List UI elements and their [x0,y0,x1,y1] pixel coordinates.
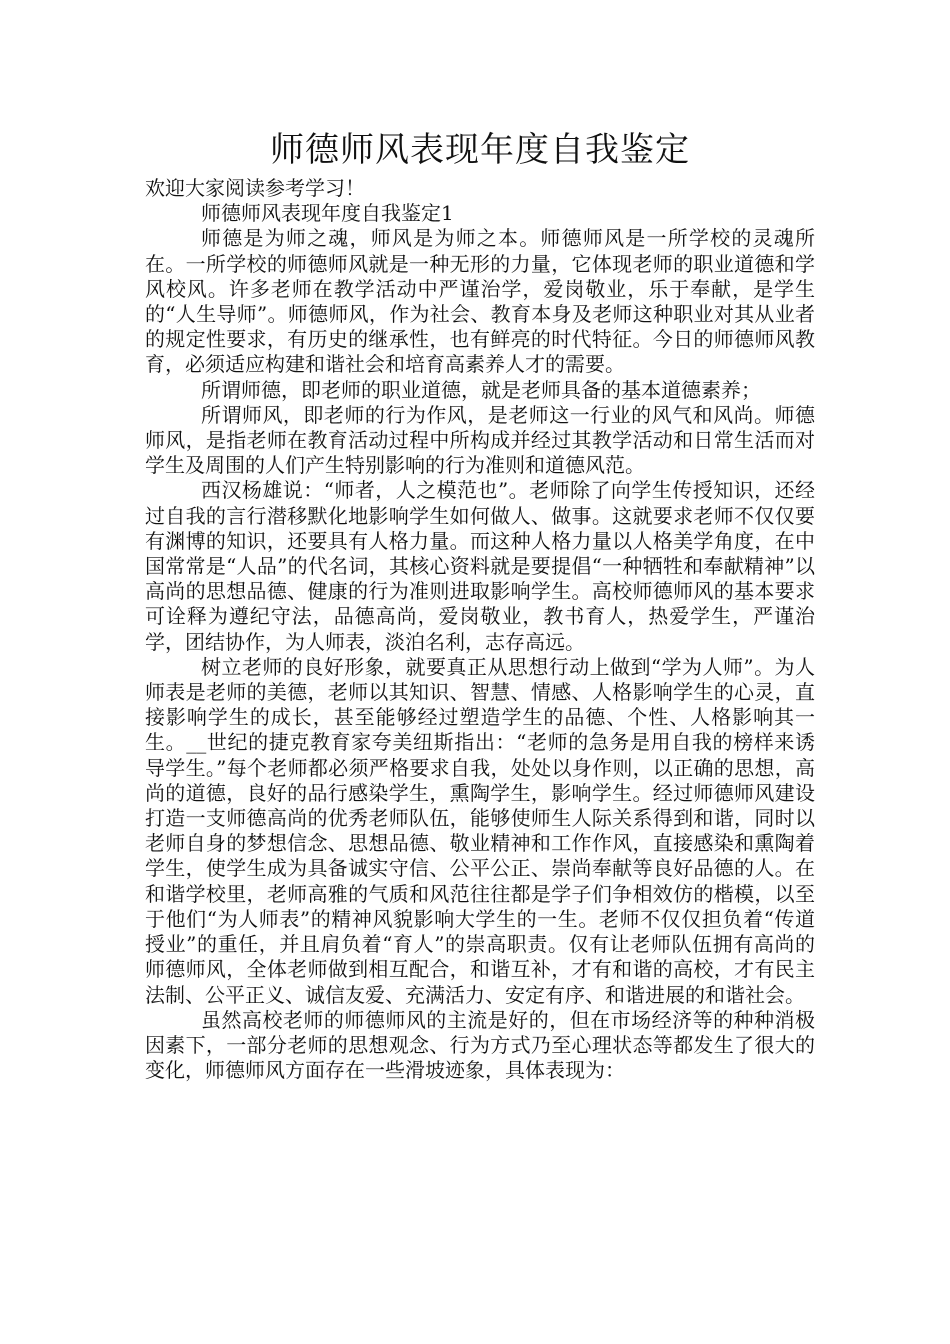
document-page [145,124,815,1083]
paragraph-1: 师德是为师之魂，师风是为师之本。师德师风是一所学校的灵魂所在。一所学校的师德师风就是一种无形的力量，它体现老师的职业道德和学风校风。许多老师在教学活动中严谨治学，爱岗敬业，乐于奉献，是学生的“人生导师”。师德师风，作为社会、教育本身及老师这种职业对其从业者的规定性要求，有历史的继承性，也有鲜亮的时代特征。今日的师德师风教育，必须适应构建和谐社会和培育高素养人才的需要。 [145,226,815,377]
paragraph-4: 西汉杨雄说：“师者，人之模范也”。老师除了向学生传授知识，还经过自我的言行潜移默化地影响学生如何做人、做事。这就要求老师不仅仅要有渊博的知识，还要具有人格力量。而这种人格力量以人格美学角度，在中国常常是“人品”的代名词，其核心资料就是要提倡“一种牺牲和奉献精神”以高尚的思想品德、健康的行为准则进取影响学生。高校师德师风的基本要求可诠释为遵纪守法，品德高尚，爱岗敬业，教书育人，热爱学生，严谨治学，团结协作，为人师表，淡泊名利，志存高远。 [145,478,815,654]
paragraph-2: 所谓师德，即老师的职业道德，就是老师具备的基本道德素养； [201,377,761,402]
paragraph-6: 虽然高校老师的师德师风的主流是好的，但在市场经济等的种种消极因素下，一部分老师的思想观念、行为方式乃至心理状态等都发生了很大的变化，师德师风方面存在一些滑坡迹象，具体表现为： [145,1007,815,1083]
paragraph-5: 树立老师的良好形象，就要真正从思想行动上做到“学为人师”。为人师表是老师的美德，老师以其知识、智慧、情感、人格影响学生的心灵，直接影响学生的成长，甚至能够经过塑造学生的品德、个性、人格影响其一生。__世纪的捷克教育家夸美纽斯指出：“老师的急务是用自我的榜样来诱导学生。”每个老师都必须严格要求自我，处处以身作则，以正确的思想，高尚的道德，良好的品行感染学生，熏陶学生，影响学生。经过师德师风建设打造一支师德高尚的优秀老师队伍，能够使师生人际关系得到和谐，同时以老师自身的梦想信念、思想品德、敬业精神和工作作风，直接感染和熏陶着学生，使学生成为具备诚实守信、公平公正、崇尚奉献等良好品德的人。在和谐学校里，老师高雅的气质和风范往往都是学子们争相效仿的楷模，以至于他们“为人师表”的精神风貌影响大学生的一生。老师不仅仅担负着“传道授业”的重任，并且肩负着“育人”的崇高职责。仅有让老师队伍拥有高尚的师德师风，全体老师做到相互配合，和谐互补，才有和谐的高校，才有民主法制、公平正义、诚信友爱、充满活力、安定有序、和谐进展的和谐社会。 [145,654,815,1007]
paragraph-3: 所谓师风，即老师的行为作风，是老师这一行业的风气和风尚。师德师风，是指老师在教育活动过程中所构成并经过其教学活动和日常生活而对学生及周围的人们产生特别影响的行为准则和道德风范。 [145,402,815,478]
section-subtitle: 师德师风表现年度自我鉴定1 [201,201,454,226]
document-title: 师德师风表现年度自我鉴定 [270,130,690,170]
intro-line: 欢迎大家阅读参考学习！ [145,176,365,200]
